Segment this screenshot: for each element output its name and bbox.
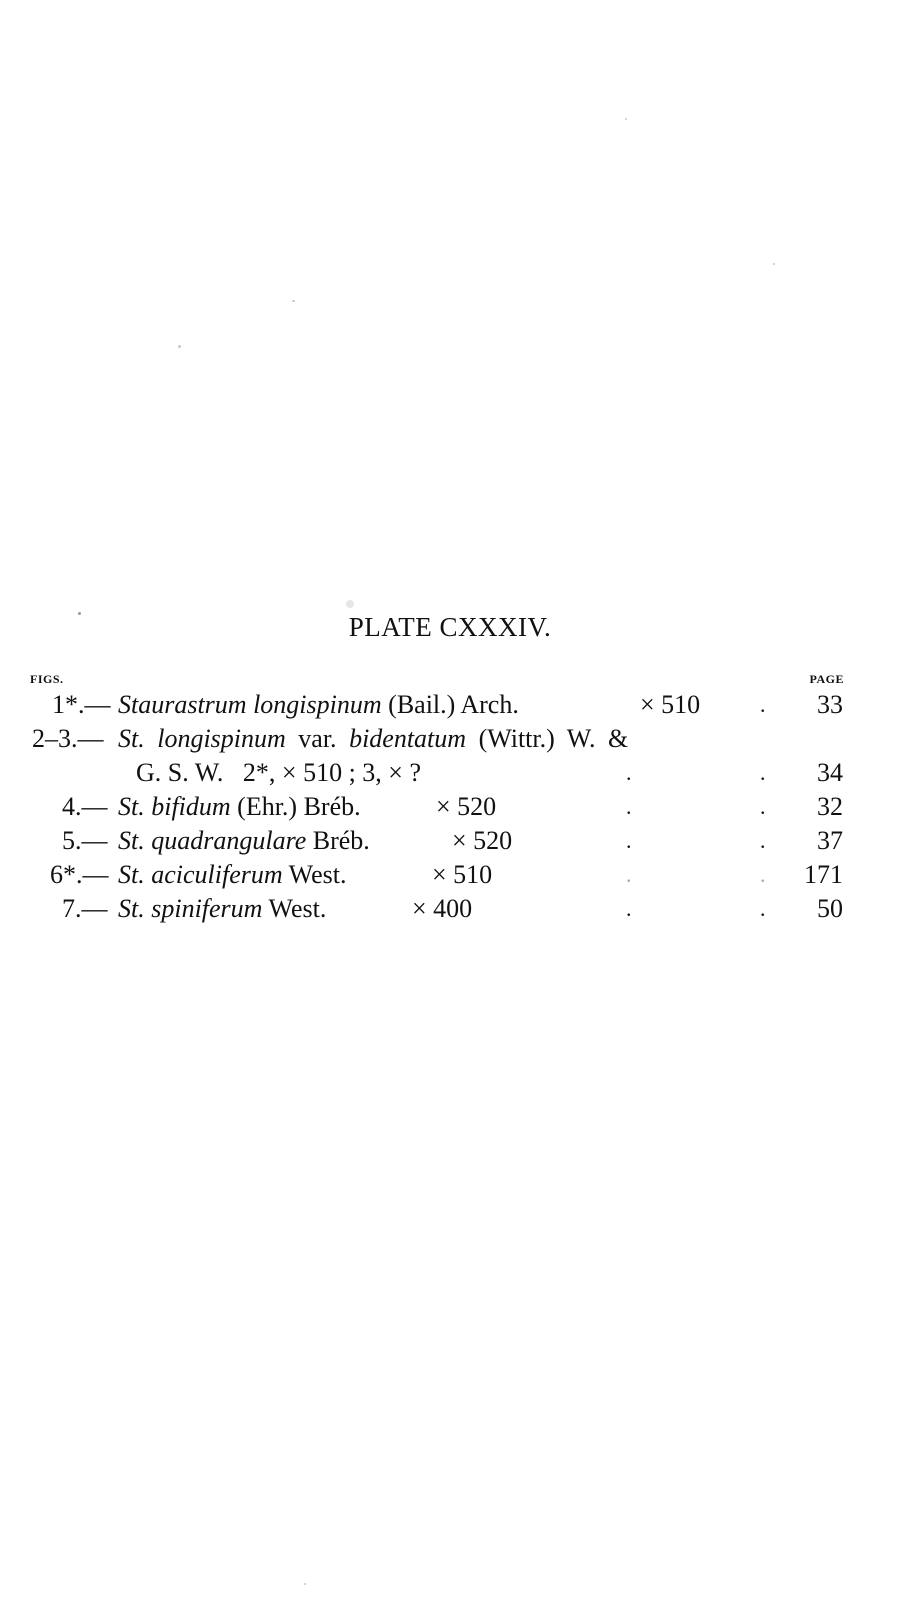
species-author: (Ehr.) Bréb. <box>237 792 361 821</box>
figure-description <box>118 724 628 754</box>
times-symbol: × <box>432 860 447 889</box>
scan-speck <box>773 263 775 265</box>
magnification-value: 510 <box>453 860 493 889</box>
species-name: St. longispinum <box>118 724 286 753</box>
plate-title: PLATE CXXXIV. <box>348 612 552 642</box>
scan-speck <box>78 612 81 615</box>
page-number: 32 <box>817 792 843 821</box>
figure-number: 1*.— <box>52 690 111 719</box>
times-symbol: × <box>452 826 467 855</box>
leader-dot: . <box>760 692 766 717</box>
leader-dot: . <box>626 862 632 887</box>
times-symbol: × <box>436 792 451 821</box>
figure-description <box>118 792 361 822</box>
species-author: (Bail.) Arch. <box>388 690 519 719</box>
magnification <box>640 690 700 720</box>
species-name: St. aciculiferum <box>118 860 283 889</box>
figure-entry-4 <box>0 826 900 860</box>
figure-description <box>118 860 347 890</box>
variety-name: bidentatum <box>349 724 467 753</box>
figure-entry-5 <box>0 860 900 894</box>
scan-speck <box>304 1583 306 1585</box>
species-author: (Wittr.) W. & <box>478 724 629 753</box>
species-name: St. quadrangulare <box>118 826 307 855</box>
figure-description-continued: G. S. W. 2*, × 510 ; 3, × ? <box>136 758 422 787</box>
page-column-label: PAGE <box>809 672 844 686</box>
figure-number: 6*.— <box>50 860 109 889</box>
magnification-value: 520 <box>473 826 513 855</box>
page-number: 37 <box>817 826 843 855</box>
figure-description <box>118 894 326 924</box>
figure-description <box>118 690 519 720</box>
magnification-value: 400 <box>433 894 473 923</box>
page-number: 33 <box>817 690 843 719</box>
figure-number: 5.— <box>62 826 108 855</box>
times-symbol: × <box>640 690 655 719</box>
leader-dot: . <box>626 828 632 853</box>
times-symbol: × <box>412 894 427 923</box>
figure-number: 2–3.— <box>32 724 104 753</box>
leader-dot: . <box>626 760 632 785</box>
species-author: Bréb. <box>312 826 370 855</box>
magnification-value: 520 <box>457 792 497 821</box>
magnification <box>432 860 492 890</box>
species-name: Staurastrum longispinum <box>118 690 382 719</box>
figure-entry-2-continuation <box>0 758 900 792</box>
figure-number: 7.— <box>62 894 108 923</box>
scan-speck <box>346 600 354 608</box>
figure-entry-2 <box>0 724 900 758</box>
magnification <box>452 826 512 856</box>
leader-dot: . <box>626 896 632 921</box>
species-name: St. bifidum <box>118 792 231 821</box>
leader-dot: . <box>626 794 632 819</box>
scan-speck <box>178 345 181 348</box>
page-number: 50 <box>817 894 843 923</box>
figure-entry-3 <box>0 792 900 826</box>
scan-speck <box>625 118 627 120</box>
figs-column-label: FIGS. <box>30 672 64 686</box>
magnification <box>412 894 472 924</box>
page-number: 171 <box>804 860 843 889</box>
leader-dot: . <box>760 828 766 853</box>
variety-label: var. <box>298 724 337 753</box>
figure-entry-6 <box>0 894 900 928</box>
figure-number: 4.— <box>62 792 108 821</box>
species-author: West. <box>288 860 347 889</box>
magnification-value: 510 <box>661 690 701 719</box>
species-name: St. spiniferum <box>118 894 263 923</box>
leader-dot: . <box>760 896 766 921</box>
species-author: West. <box>268 894 327 923</box>
page-number: 34 <box>817 758 843 787</box>
leader-dot: . <box>760 760 766 785</box>
leader-dot: . <box>760 794 766 819</box>
scan-speck <box>292 300 295 302</box>
figure-entry-1 <box>0 690 900 724</box>
magnification <box>436 792 496 822</box>
figure-description <box>118 826 370 856</box>
leader-dot: . <box>760 862 766 887</box>
